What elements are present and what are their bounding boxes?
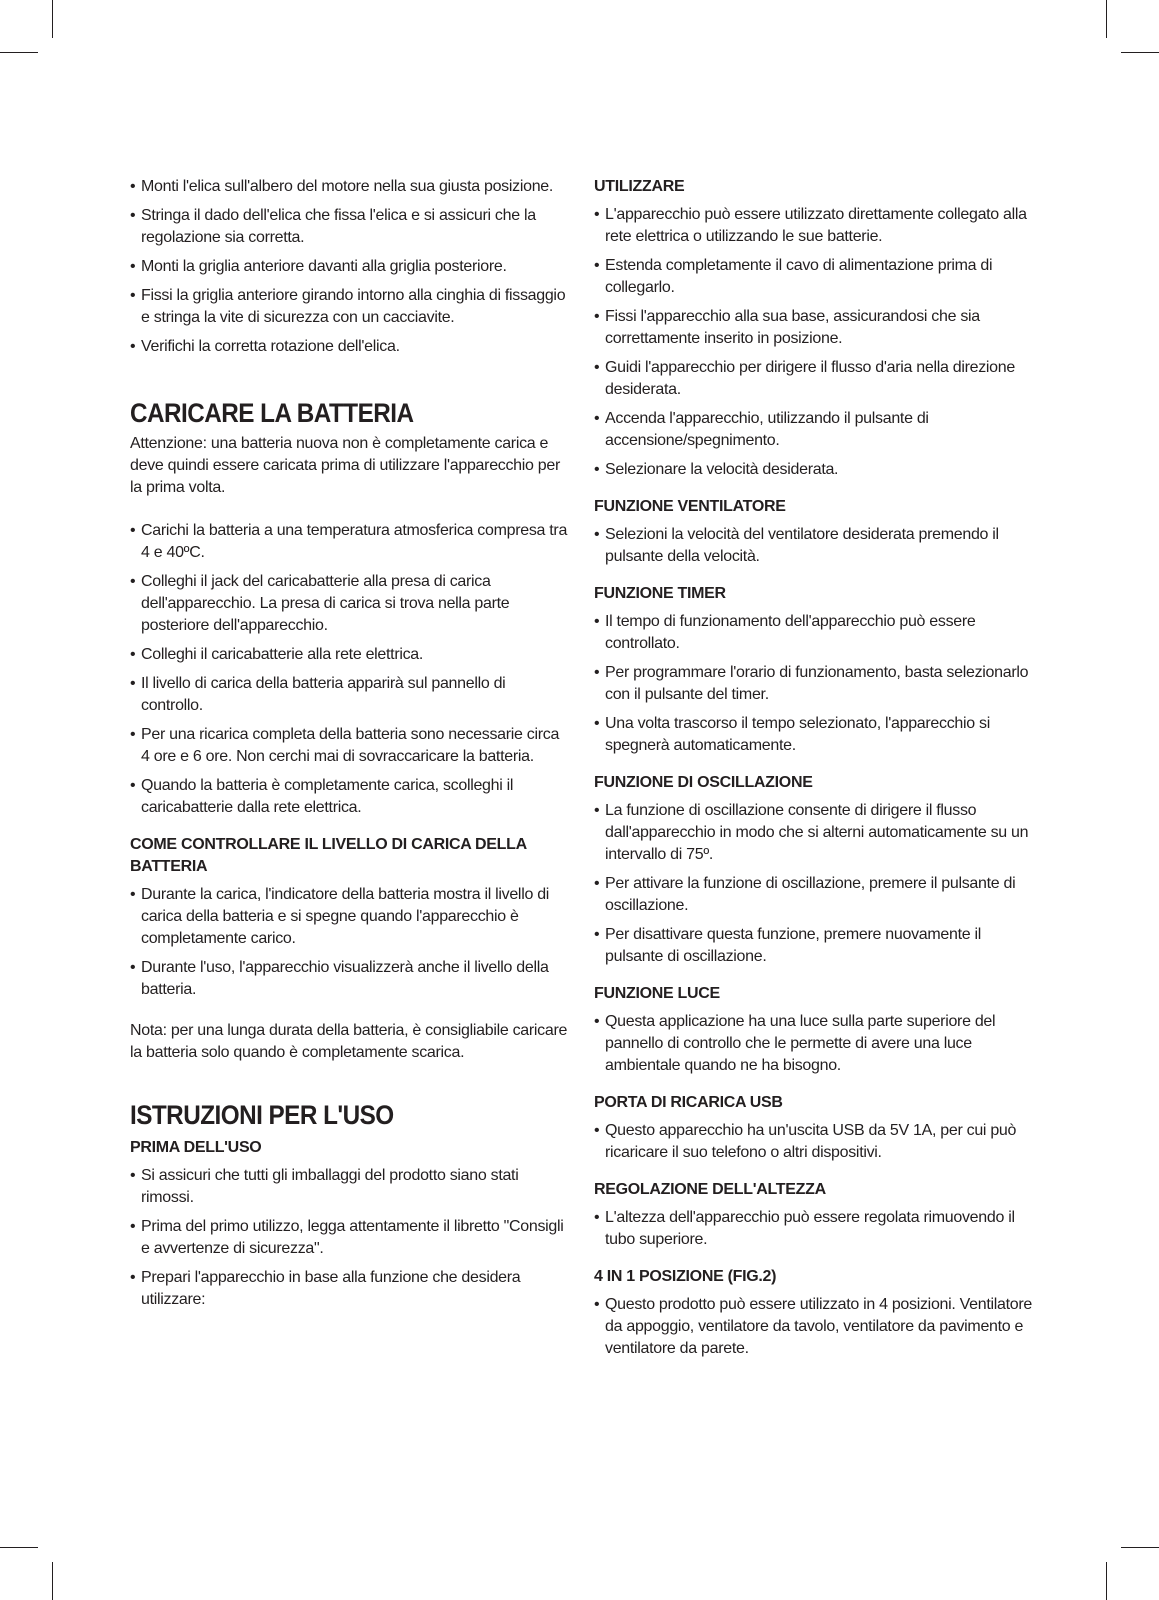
left-column <box>130 176 570 1318</box>
crop-mark <box>52 1562 53 1600</box>
right-column <box>594 176 1034 1367</box>
list-item: • Si assicuri che tutti gli imballaggi del prodotto siano stati rimossi. <box>130 1167 519 1206</box>
section-title-fan: FUNZIONE VENTILATORE <box>594 498 786 515</box>
list-item: • Selezioni la velocità del ventilatore desiderata premendo il pulsante della velocità. <box>594 526 999 565</box>
before-use-list <box>130 1165 570 1311</box>
list-item: • Accenda l'apparecchio, utilizzando il pulsante di accensione/spegnimento. <box>594 410 929 449</box>
check-level-list <box>130 884 570 1001</box>
section-title-timer: FUNZIONE TIMER <box>594 585 726 602</box>
section-title-oscillation: FUNZIONE DI OSCILLAZIONE <box>594 774 813 791</box>
list-item: • Selezionare la velocità desiderata. <box>594 461 839 478</box>
light-list <box>594 1011 1034 1077</box>
list-item: • Durante la carica, l'indicatore della batteria mostra il livello di carica della batteria e si spegne quando l'apparecchio è completamente carico. <box>130 886 550 947</box>
list-item: • L'apparecchio può essere utilizzato direttamente collegato alla rete elettrica o utilizzando le sue batterie. <box>594 206 1027 245</box>
list-item: • Fissi la griglia anteriore girando intorno alla cinghia di fissaggio e stringa la vite di sicurezza con un cacciavite. <box>130 287 566 326</box>
section-title-charge-battery: CARICARE LA BATTERIA <box>130 398 414 428</box>
list-item: • Per disattivare questa funzione, premere nuovamente il pulsante di oscillazione. <box>594 926 982 965</box>
list-item: • Colleghi il jack del caricabatterie alla presa di carica dell'apparecchio. La presa di carica si trova nella parte posteriore dell'apparecchio. <box>130 573 510 634</box>
list-item: • Per programmare l'orario di funzionamento, basta selezionarlo con il pulsante del timer. <box>594 664 1029 703</box>
crop-mark <box>1106 1562 1107 1600</box>
list-item: • Carichi la batteria a una temperatura atmosferica compresa tra 4 e 40ºC. <box>130 522 568 561</box>
list-item: • Durante l'uso, l'apparecchio visualizzerà anche il livello della batteria. <box>130 959 549 998</box>
assembly-list <box>130 176 570 358</box>
crop-mark <box>0 52 38 53</box>
list-item: • Prima del primo utilizzo, legga attentamente il libretto "Consigli e avvertenze di sicurezza". <box>130 1218 564 1257</box>
list-item: • Guidi l'apparecchio per dirigere il flusso d'aria nella direzione desiderata. <box>594 359 1015 398</box>
use-list <box>594 204 1034 481</box>
list-item: • Stringa il dado dell'elica che fissa l'elica e si assicuri che la regolazione sia corretta. <box>130 207 536 246</box>
list-item: • Monti l'elica sull'albero del motore nella sua giusta posizione. <box>130 178 554 195</box>
crop-mark <box>1121 52 1159 53</box>
list-item: • Per una ricarica completa della batteria sono necessarie circa 4 ore e 6 ore. Non cerchi mai di sovraccaricare la batteria. <box>130 726 560 765</box>
section-title-use: UTILIZZARE <box>594 178 685 195</box>
list-item: • Il livello di carica della batteria apparirà sul pannello di controllo. <box>130 675 506 714</box>
list-item: • Il tempo di funzionamento dell'apparecchio può essere controllato. <box>594 613 976 652</box>
fan-list <box>594 524 1034 568</box>
section-title-check-level: COME CONTROLLARE IL LIVELLO DI CARICA DELLA BATTERIA <box>130 836 527 875</box>
crop-mark <box>1106 0 1107 38</box>
section-title-usb: PORTA DI RICARICA USB <box>594 1094 783 1111</box>
positions-list <box>594 1294 1034 1360</box>
list-item: • Fissi l'apparecchio alla sua base, assicurandosi che sia correttamente inserito in posizione. <box>594 308 980 347</box>
list-item: • Una volta trascorso il tempo selezionato, l'apparecchio si spegnerà automaticamente. <box>594 715 990 754</box>
list-item: • Colleghi il caricabatterie alla rete elettrica. <box>130 646 424 663</box>
list-item: • Monti la griglia anteriore davanti alla griglia posteriore. <box>130 258 507 275</box>
list-item: • La funzione di oscillazione consente di dirigere il flusso dall'apparecchio in modo che si alterni automaticamente su un intervallo di 75º. <box>594 802 1029 863</box>
list-item: • Verifichi la corretta rotazione dell'elica. <box>130 338 400 355</box>
list-item: • Prepari l'apparecchio in base alla funzione che desidera utilizzare: <box>130 1269 521 1308</box>
height-list <box>594 1207 1034 1251</box>
section-title-light: FUNZIONE LUCE <box>594 985 720 1002</box>
crop-mark <box>1121 1547 1159 1548</box>
list-item: • Questo apparecchio ha un'uscita USB da 5V 1A, per cui può ricaricare il suo telefono o altri dispositivi. <box>594 1122 1017 1161</box>
list-item: • Questo prodotto può essere utilizzato in 4 posizioni. Ventilatore da appoggio, ventilatore da tavolo, ventilatore da pavimento e ventilatore da parete. <box>594 1296 1032 1357</box>
crop-mark <box>52 0 53 38</box>
usb-list <box>594 1120 1034 1164</box>
section-title-usage: ISTRUZIONI PER L'USO <box>130 1100 394 1130</box>
list-item: • L'altezza dell'apparecchio può essere regolata rimuovendo il tubo superiore. <box>594 1209 1015 1248</box>
charge-list <box>130 520 570 819</box>
list-item: • Quando la batteria è completamente carica, scolleghi il caricabatterie dalla rete elettrica. <box>130 777 514 816</box>
crop-mark <box>0 1547 38 1548</box>
subsection-title-before-use: PRIMA DELL'USO <box>130 1139 262 1156</box>
section-title-height: REGOLAZIONE DELL'ALTEZZA <box>594 1181 826 1198</box>
section-title-positions: 4 IN 1 POSIZIONE (FIG.2) <box>594 1268 777 1285</box>
list-item: • Questa applicazione ha una luce sulla parte superiore del pannello di controllo che le permette di avere una luce ambientale quando ne ha bisogno. <box>594 1013 996 1074</box>
battery-note: Nota: per una lunga durata della batteria, è consigliabile caricare la batteria solo quando è completamente scarica. <box>130 1022 568 1061</box>
list-item: • Estenda completamente il cavo di alimentazione prima di collegarlo. <box>594 257 993 296</box>
charge-warning: Attenzione: una batteria nuova non è completamente carica e deve quindi essere caricata prima di utilizzare l'apparecchio per la prima volta. <box>130 435 561 496</box>
timer-list <box>594 611 1034 757</box>
oscillation-list <box>594 800 1034 968</box>
list-item: • Per attivare la funzione di oscillazione, premere il pulsante di oscillazione. <box>594 875 1016 914</box>
